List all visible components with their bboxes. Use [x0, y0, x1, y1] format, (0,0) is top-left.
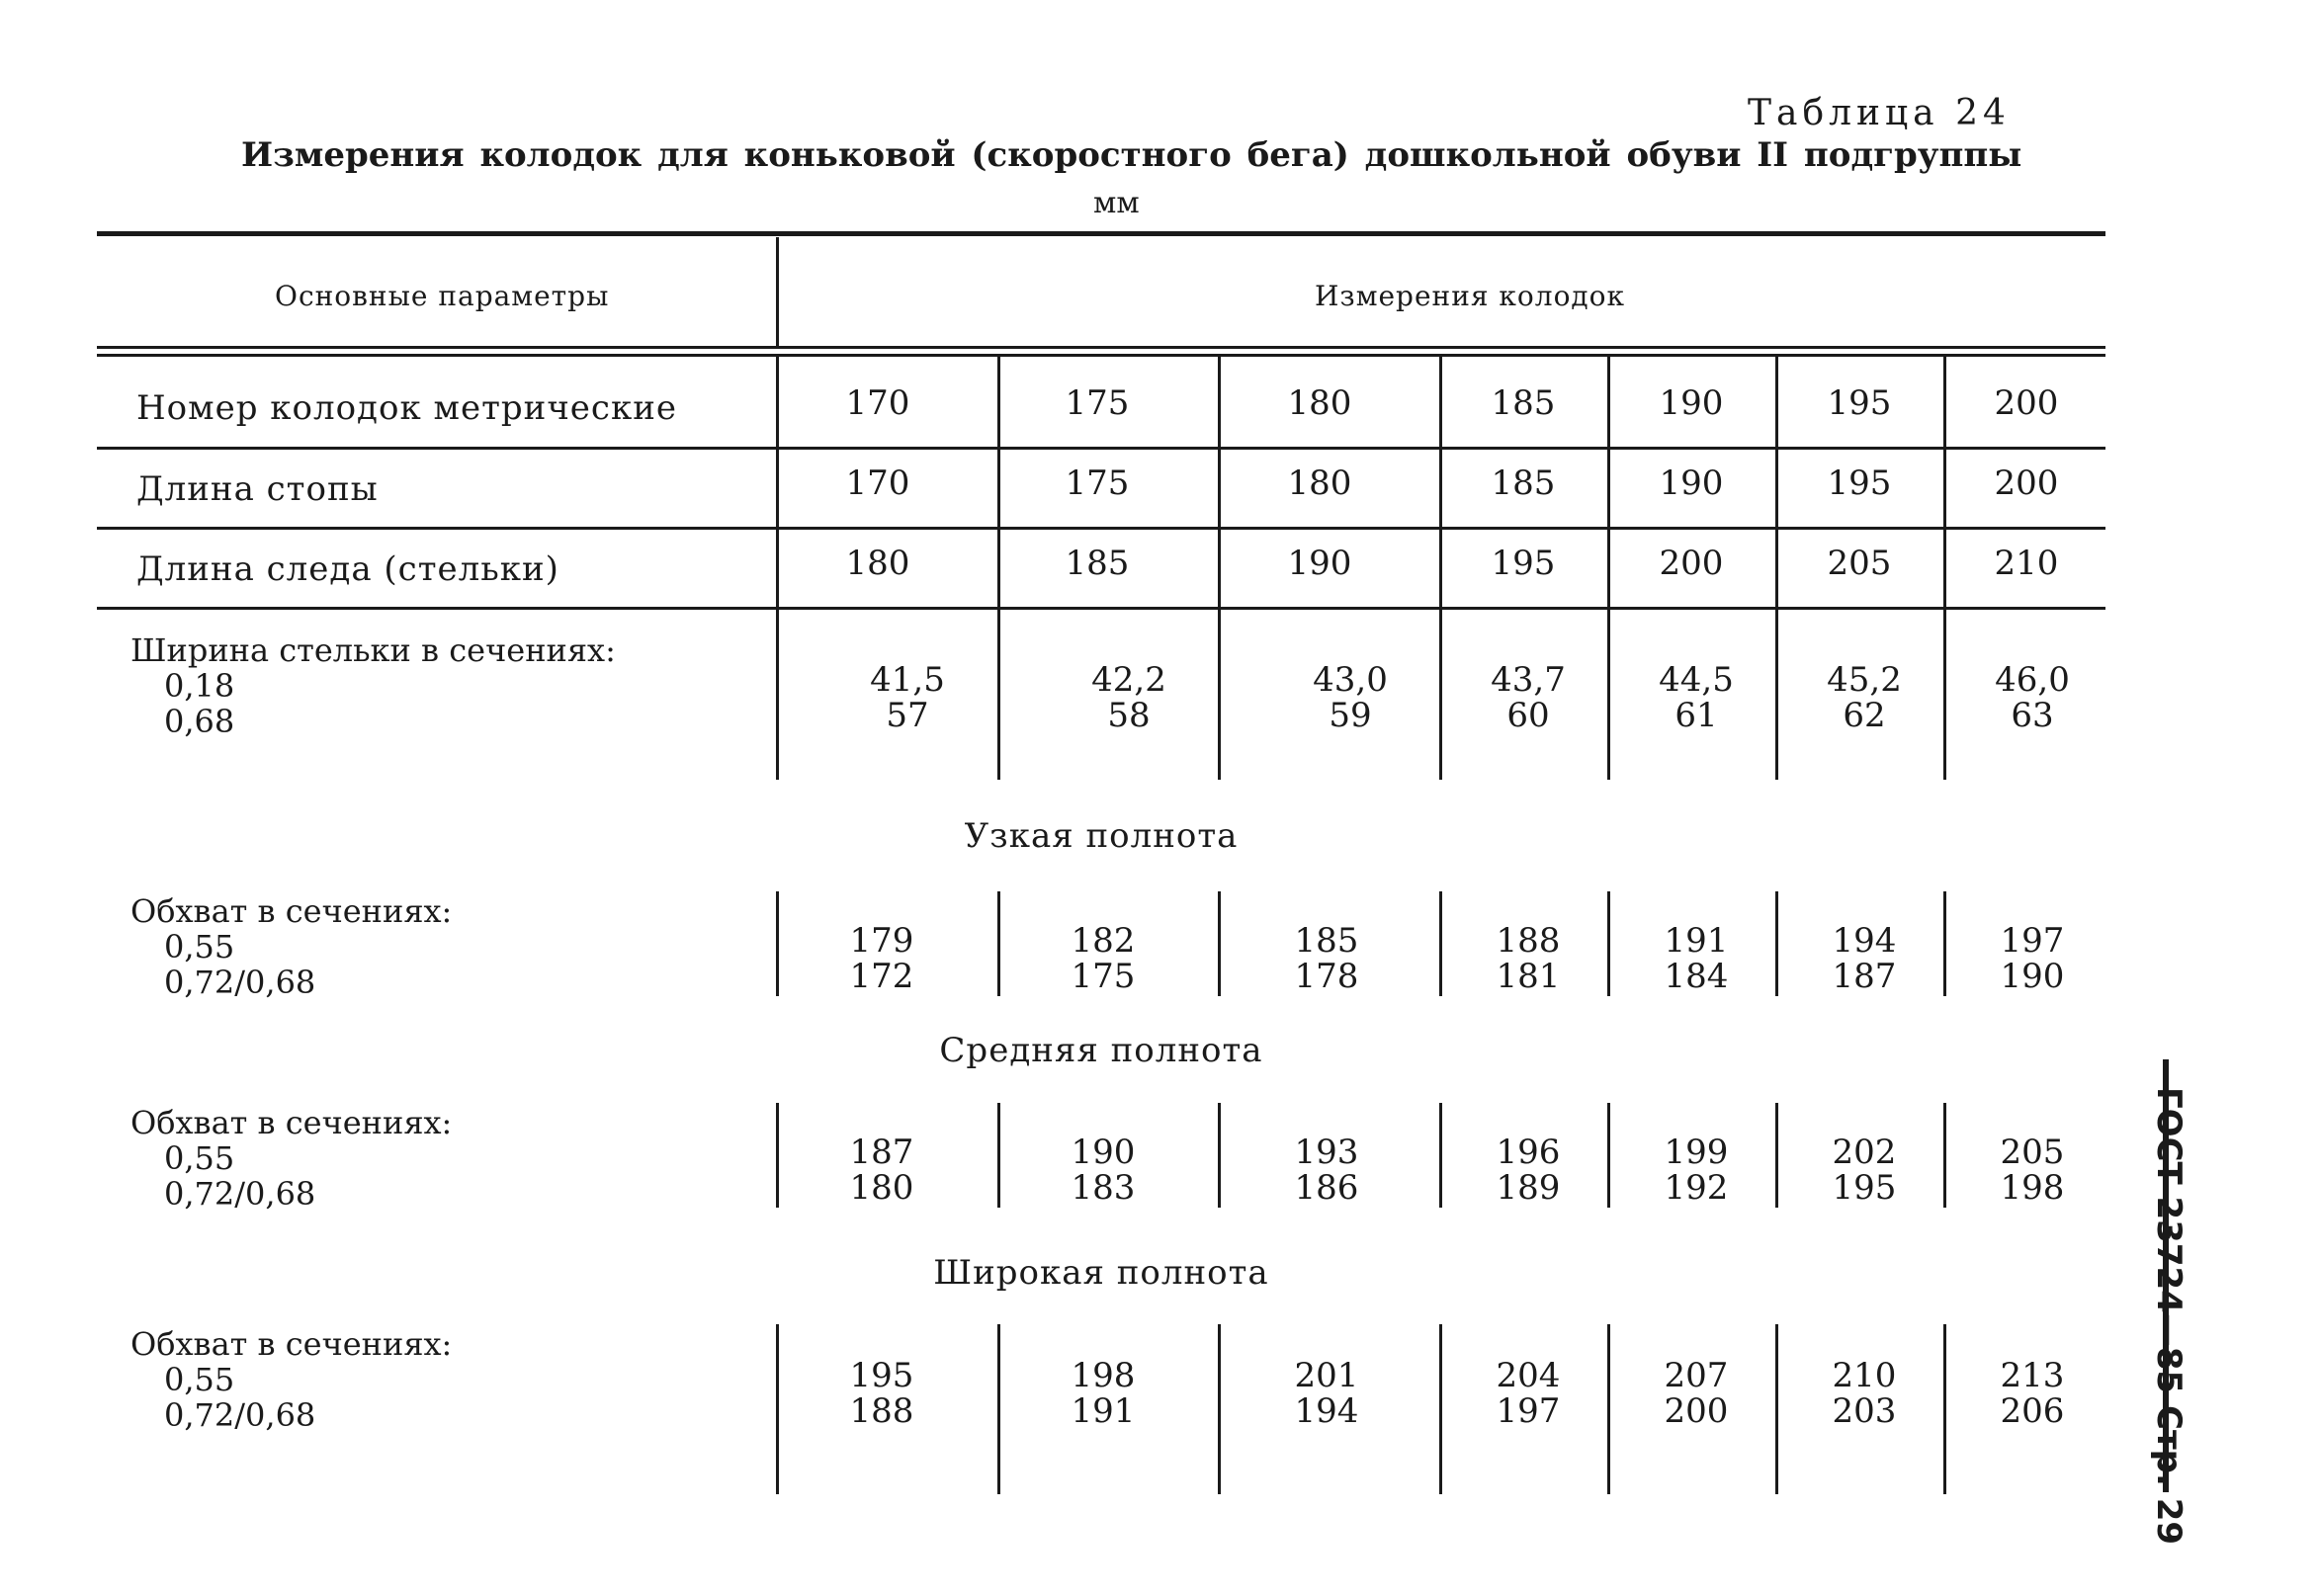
section-title-narrow: Узкая полнота: [964, 816, 1239, 856]
cell: 202 195: [1832, 1133, 1897, 1208]
girth-section-1: 0,72/0,68: [164, 1175, 316, 1213]
col-divider: [1775, 357, 1778, 780]
section-title-medium: Средняя полнота: [939, 1031, 1263, 1070]
col-divider: [1943, 357, 1946, 780]
cell: 195: [1827, 463, 1892, 503]
col-divider: [1775, 891, 1778, 996]
cell: 46,0 63: [1995, 660, 2070, 735]
col-divider: [997, 1324, 1000, 1494]
header-measurements: Измерения колодок: [1315, 280, 1626, 312]
col-divider: [1607, 891, 1610, 996]
header-divider: [776, 237, 779, 346]
section-title-wide: Широкая полнота: [933, 1253, 1269, 1293]
girth-label: Обхват в сечениях:: [130, 1325, 453, 1363]
cell: 190: [1287, 544, 1352, 583]
cell: 190: [1659, 463, 1724, 503]
cell: 185 178: [1294, 921, 1359, 996]
cell: 43,7 60: [1491, 660, 1566, 735]
col-divider: [776, 357, 779, 780]
cell: 200: [1994, 463, 2059, 503]
cell: 170: [845, 383, 910, 423]
cell: 210 203: [1832, 1356, 1897, 1431]
cell: 45,2 62: [1827, 660, 1902, 735]
cell: 195: [1827, 383, 1892, 423]
cell: 185: [1491, 463, 1556, 503]
header-parameters: Основные параметры: [275, 280, 610, 312]
unit-label: мм: [1093, 186, 1140, 220]
girth-section-0: 0,55: [164, 1139, 235, 1177]
col-divider: [1218, 1103, 1221, 1208]
col-divider: [1218, 891, 1221, 996]
cell: 205: [1827, 544, 1892, 583]
cell: 43,0 59: [1313, 660, 1388, 735]
girth-section-1: 0,72/0,68: [164, 964, 316, 1001]
cell: 200: [1659, 544, 1724, 583]
width-section-0: 0,18: [164, 667, 235, 705]
col-divider: [1218, 1324, 1221, 1494]
cell: 188 181: [1496, 921, 1561, 996]
width-block-label: [130, 632, 616, 739]
cell: 170: [845, 463, 910, 503]
col-divider: [997, 357, 1000, 780]
cell: 185: [1491, 383, 1556, 423]
girth-label: Обхват в сечениях:: [130, 1104, 453, 1141]
header-rule-2: [97, 354, 2105, 357]
cell: 194 187: [1832, 921, 1897, 996]
col-divider: [1943, 1324, 1946, 1494]
medium-block-label: [130, 1105, 452, 1212]
cell: 193 186: [1294, 1133, 1359, 1208]
cell: 210: [1994, 544, 2059, 583]
cell: 205 198: [2000, 1133, 2065, 1208]
cell: 180: [1287, 383, 1352, 423]
girth-section-0: 0,55: [164, 1361, 235, 1398]
cell: 180: [1287, 463, 1352, 503]
col-divider: [1439, 1324, 1442, 1494]
col-divider: [1943, 1103, 1946, 1208]
cell: 179 172: [849, 921, 914, 996]
row-label-foot-length: Длина стопы: [136, 469, 379, 509]
col-divider: [1607, 1324, 1610, 1494]
cell: 195: [1491, 544, 1556, 583]
wide-block-label: [130, 1326, 452, 1433]
narrow-block-label: [130, 893, 452, 1000]
cell: 207 200: [1664, 1356, 1729, 1431]
cell: 41,5 57: [870, 660, 945, 735]
row-rule: [97, 447, 2105, 450]
cell: 190: [1659, 383, 1724, 423]
document-title: Измерения колодок для коньковой (скоростного бега) дошкольной обуви II подгруппы: [241, 135, 2022, 175]
row-rule: [97, 527, 2105, 530]
col-divider: [997, 891, 1000, 996]
col-divider: [1775, 1103, 1778, 1208]
girth-label: Обхват в сечениях:: [130, 892, 453, 930]
col-divider: [997, 1103, 1000, 1208]
cell: 198 191: [1071, 1356, 1136, 1431]
header-rule-1: [97, 346, 2105, 349]
cell: 196 189: [1496, 1133, 1561, 1208]
width-label: Ширина стельки в сечениях:: [130, 631, 616, 669]
col-divider: [776, 1324, 779, 1494]
cell: 213 206: [2000, 1356, 2065, 1431]
col-divider: [776, 1103, 779, 1208]
cell: 175: [1065, 383, 1130, 423]
page-stamp: ГОСТ 23724—85 Стр. 29: [2149, 1087, 2189, 1546]
girth-section-1: 0,72/0,68: [164, 1396, 316, 1434]
row-label-size: Номер колодок метрические: [136, 388, 677, 428]
cell: 201 194: [1294, 1356, 1359, 1431]
table-number: Таблица 24: [1748, 93, 2011, 133]
width-section-1: 0,68: [164, 703, 235, 740]
cell: 190 183: [1071, 1133, 1136, 1208]
col-divider: [776, 891, 779, 996]
col-divider: [1218, 357, 1221, 780]
col-divider: [1439, 1103, 1442, 1208]
col-divider: [1943, 891, 1946, 996]
col-divider: [1607, 1103, 1610, 1208]
cell: 191 184: [1664, 921, 1729, 996]
row-label-insole-length: Длина следа (стельки): [136, 549, 559, 589]
cell: 175: [1065, 463, 1130, 503]
cell: 200: [1994, 383, 2059, 423]
girth-section-0: 0,55: [164, 928, 235, 966]
col-divider: [1775, 1324, 1778, 1494]
cell: 195 188: [849, 1356, 914, 1431]
cell: 197 190: [2000, 921, 2065, 996]
table-top-rule: [97, 231, 2105, 236]
cell: 185: [1065, 544, 1130, 583]
col-divider: [1607, 357, 1610, 780]
cell: 180: [845, 544, 910, 583]
cell: 204 197: [1496, 1356, 1561, 1431]
row-rule: [97, 607, 2105, 610]
cell: 199 192: [1664, 1133, 1729, 1208]
cell: 182 175: [1071, 921, 1136, 996]
col-divider: [1439, 891, 1442, 996]
col-divider: [1439, 357, 1442, 780]
cell: 44,5 61: [1659, 660, 1734, 735]
cell: 187 180: [849, 1133, 914, 1208]
cell: 42,2 58: [1091, 660, 1166, 735]
